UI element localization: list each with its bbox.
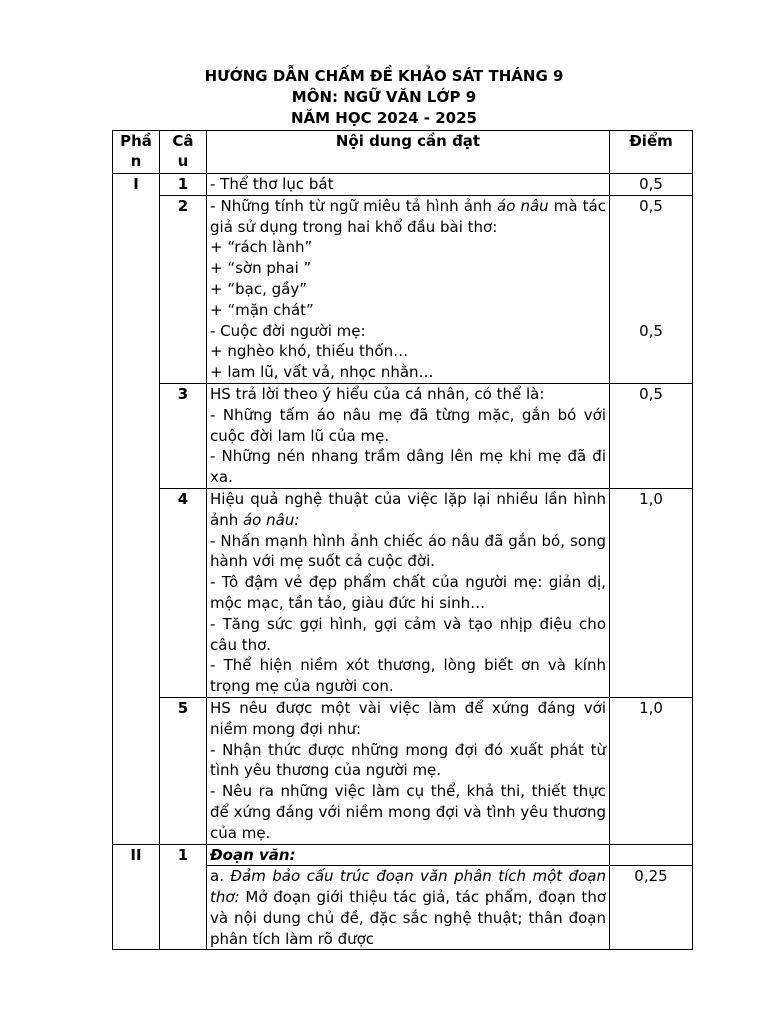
header-part: [113, 131, 160, 174]
table-row: [113, 697, 693, 844]
intro-text: Hiệu quả nghệ thuật của việc lặp lại nhiều lần hình ảnh: [210, 489, 606, 529]
table-row: [113, 383, 693, 488]
header-question: [160, 131, 207, 174]
question-number: 1: [160, 174, 207, 196]
document-title: HƯỚNG DẪN CHẤM ĐỀ KHẢO SÁT THÁNG 9: [204, 67, 564, 85]
score-cell-empty: [610, 844, 693, 866]
content-line: - Những nén nhang trầm dâng lên mẹ khi mẹ đã đi xa.: [210, 447, 606, 487]
score-cell: 0,5: [610, 174, 693, 196]
content-cell: [207, 383, 610, 488]
table-row: [113, 844, 693, 866]
content-line: + “bạc, gầy”: [210, 279, 307, 298]
question-number: 3: [160, 383, 207, 488]
content-cell: [207, 174, 610, 196]
content-line: - Nhận thức được những mong đợi đó xuất phát từ tình yêu thương của người mẹ.: [210, 740, 606, 780]
item-italic: Đảm bảo cấu trúc đoạn văn phân tích một đoạn thơ:: [210, 867, 606, 907]
content-line: + “mặn chát”: [210, 300, 314, 319]
content-line: - Nhấn mạnh hình ảnh chiếc áo nâu đã gắn bó, song hành với mẹ suốt cả cuộc đời.: [210, 531, 606, 571]
content-line: + “sờn phai ”: [210, 259, 312, 278]
school-year-line: NĂM HỌC 2024 - 2025: [290, 109, 477, 127]
part-cell: I: [113, 174, 160, 845]
document-header: [0, 66, 768, 129]
question-number: 5: [160, 697, 207, 844]
grading-table: [112, 130, 693, 950]
content-line: - Thể thơ lục bát: [210, 175, 334, 193]
part-cell: II: [113, 844, 160, 950]
content-cell: [207, 195, 610, 383]
subject-line: MÔN: NGỮ VĂN LỚP 9: [291, 88, 477, 106]
header-content: Nội dung cần đạt: [207, 131, 610, 174]
intro-text: - Những tính từ ngữ miêu tả hình ảnh: [210, 196, 497, 215]
section-heading: Đoạn văn:: [210, 845, 296, 864]
score-spacer: [613, 217, 689, 321]
content-line: - Tô đậm vẻ đẹp phẩm chất của người mẹ: giản dị, mộc mạc, tần tảo, giàu đức hi sinh…: [210, 573, 606, 612]
content-line: - Thể hiện niềm xót thương, lòng biết ơn và kính trọng mẹ của người con.: [210, 656, 606, 696]
score-cell: [610, 195, 693, 383]
header-score: Điểm: [610, 131, 693, 174]
content-line: - Những tấm áo nâu mẹ đã từng mặc, gắn bó với cuộc đời lam lũ của mẹ.: [210, 405, 606, 445]
content-line: + nghèo khó, thiếu thốn…: [210, 342, 409, 361]
intro-text-end: mà tác giả sử dụng trong hai khổ đầu bài thơ:: [210, 196, 606, 236]
content-line: - Tăng sức gợi hình, gợi cảm và tạo nhịp điệu cho câu thơ.: [210, 614, 606, 654]
content-line: + lam lũ, vất vả, nhọc nhằn…: [210, 363, 434, 382]
intro-italic: áo nâu: [497, 196, 549, 215]
content-cell: [207, 866, 610, 950]
score-cell: 1,0: [610, 488, 693, 697]
header-part-line2: n: [130, 152, 142, 170]
content-line: HS trả lời theo ý hiểu của cá nhân, có thể là:: [210, 384, 545, 403]
score-cell: 0,5: [610, 383, 693, 488]
content-heading: [207, 844, 610, 866]
score-value: 0,5: [639, 196, 663, 215]
content-intro: [210, 489, 606, 531]
content-line: HS nêu được một vài việc làm để xứng đáng với niềm mong đợi như:: [210, 698, 606, 738]
content-line: - Cuộc đời người mẹ:: [210, 321, 366, 340]
question-number: 1: [160, 844, 207, 950]
table-header-row: [113, 131, 693, 174]
score-cell: 1,0: [610, 697, 693, 844]
table-row: [113, 488, 693, 697]
score-cell: 0,25: [610, 866, 693, 950]
content-line: + “rách lành”: [210, 238, 313, 257]
content-intro: [210, 196, 606, 238]
table-row: [113, 174, 693, 196]
question-number: 2: [160, 195, 207, 383]
item-label: a.: [210, 867, 231, 886]
content-item: [210, 866, 606, 949]
question-number: 4: [160, 488, 207, 697]
intro-italic: áo nâu:: [242, 510, 300, 529]
header-question-line2: u: [177, 152, 189, 170]
header-part-line1: Phầ: [120, 132, 152, 150]
item-text: Mở đoạn giới thiệu tác giả, tác phẩm, đoạn thơ và nội dung chủ đề, đặc sắc nghệ thuật; thân đoạn phân tích làm rõ được: [210, 888, 606, 948]
table-row: [113, 195, 693, 383]
content-cell: [207, 697, 610, 844]
header-question-line1: Câ: [172, 132, 194, 150]
content-line: - Nêu ra những việc làm cụ thể, khả thi, thiết thực để xứng đáng với niềm mong đợi và tình yêu thương của mẹ.: [210, 782, 606, 842]
content-cell: [207, 488, 610, 697]
score-value-secondary: 0,5: [639, 321, 663, 340]
